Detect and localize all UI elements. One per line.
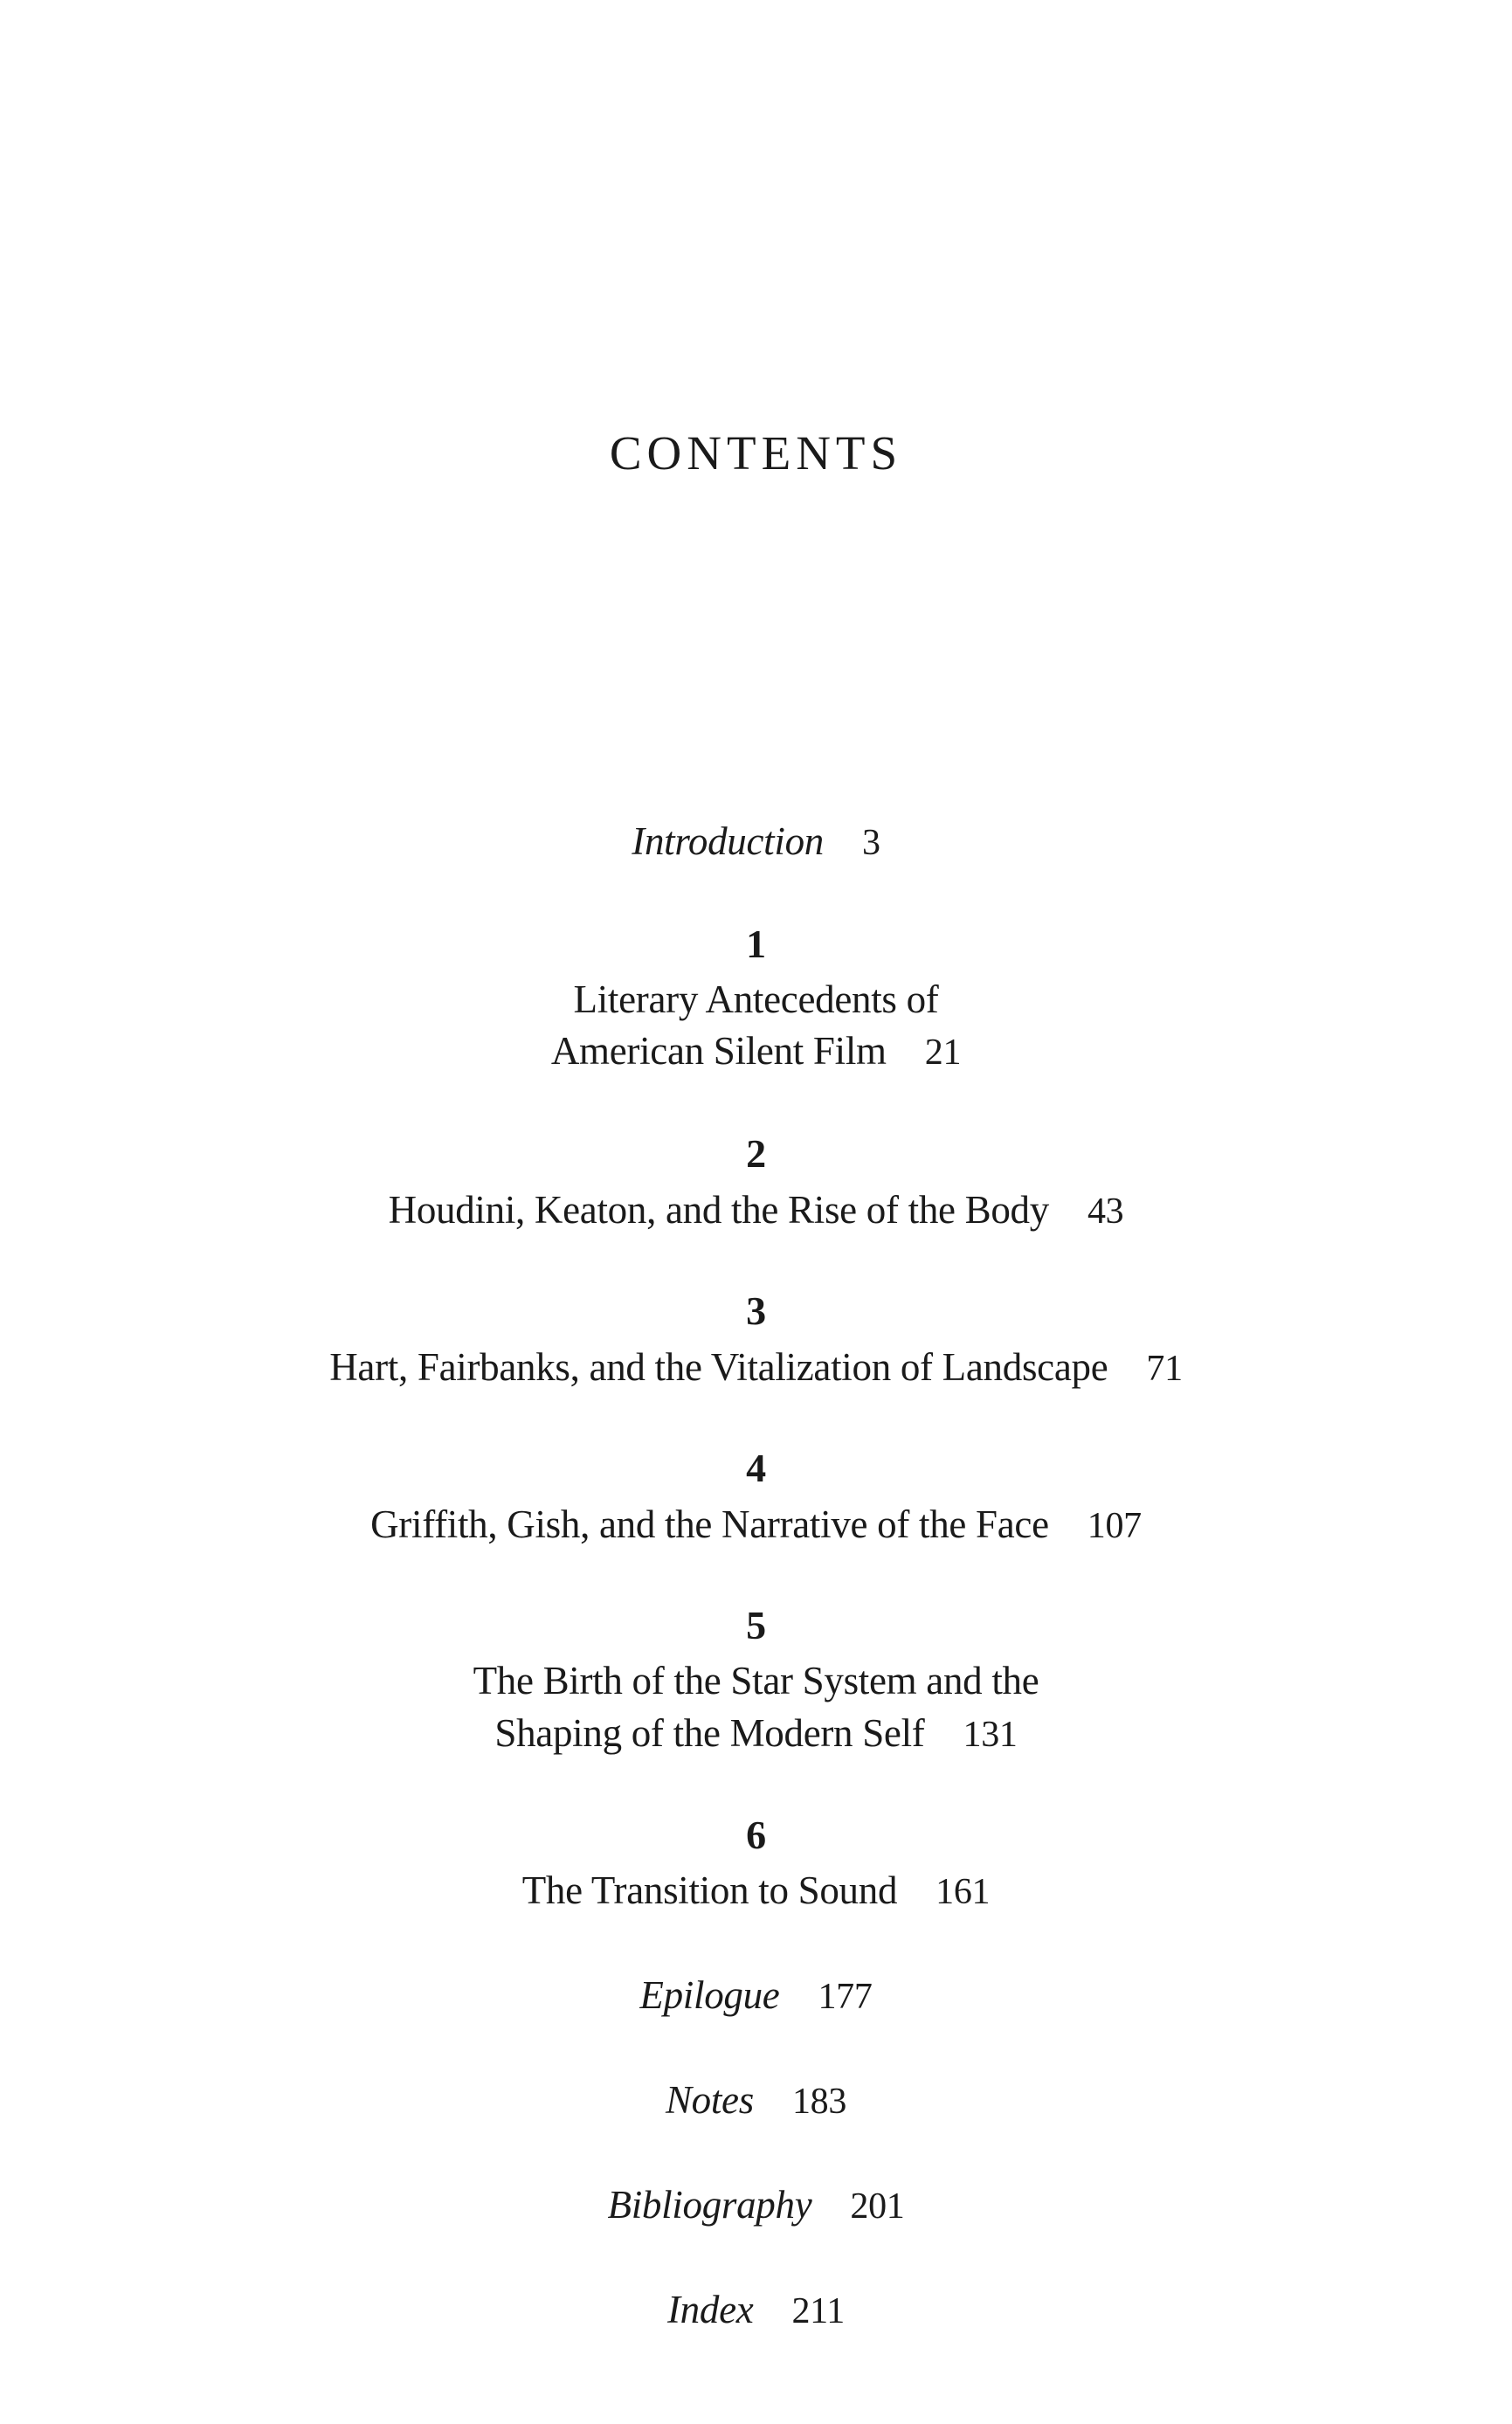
page-title: CONTENTS bbox=[609, 426, 903, 480]
toc-entry-title: Hart, Fairbanks, and the Vitalization of Landscape bbox=[329, 1345, 1108, 1389]
toc-entry-chapter-1-line-1[interactable]: Literary Antecedents of bbox=[573, 977, 939, 1021]
chapter-number: 5 bbox=[746, 1603, 766, 1647]
toc-entry-page: 3 bbox=[862, 823, 880, 863]
toc-entry-chapter-1-line-2[interactable] bbox=[0, 1026, 1512, 1078]
toc-entry-index[interactable] bbox=[0, 2284, 1512, 2337]
toc-entry-chapter-6[interactable] bbox=[0, 1865, 1512, 1917]
toc-entry-title: Shaping of the Modern Self bbox=[494, 1711, 925, 1755]
toc-entry-title: Index bbox=[667, 2288, 754, 2331]
toc-entry-title: American Silent Film bbox=[550, 1029, 887, 1073]
chapter-number: 3 bbox=[746, 1288, 766, 1333]
toc-entry-page: 71 bbox=[1146, 1349, 1183, 1389]
chapter-number: 6 bbox=[746, 1813, 766, 1857]
toc-entry-page: 183 bbox=[791, 2082, 847, 2122]
toc-entry-chapter-4[interactable] bbox=[0, 1499, 1512, 1551]
toc-entry-page: 21 bbox=[924, 1032, 962, 1073]
toc-entry-page: 211 bbox=[791, 2291, 845, 2331]
toc-entry-title: Notes bbox=[665, 2078, 754, 2122]
toc-entry-chapter-5-line-2[interactable] bbox=[0, 1708, 1512, 1760]
toc-entry-title: Bibliography bbox=[607, 2183, 812, 2227]
toc-entry-title: Griffith, Gish, and the Narrative of the Face bbox=[370, 1502, 1049, 1546]
toc-entry-chapter-2[interactable] bbox=[0, 1184, 1512, 1237]
toc-entry-page: 131 bbox=[963, 1715, 1018, 1755]
toc-entry-chapter-3[interactable] bbox=[0, 1342, 1512, 1394]
toc-entry-page: 177 bbox=[818, 1977, 873, 2017]
toc-entry-page: 201 bbox=[850, 2186, 905, 2227]
toc-entry-page: 43 bbox=[1087, 1191, 1124, 1232]
chapter-number: 2 bbox=[746, 1131, 766, 1176]
toc-entry-title: Epilogue bbox=[639, 1973, 780, 2017]
toc-entry-chapter-5-line-1[interactable]: The Birth of the Star System and the bbox=[473, 1659, 1039, 1702]
toc-entry-bibliography[interactable] bbox=[0, 2179, 1512, 2232]
toc-entry-page: 161 bbox=[936, 1872, 991, 1912]
toc-entry-epilogue[interactable] bbox=[0, 1970, 1512, 2022]
toc-entry-notes[interactable] bbox=[0, 2075, 1512, 2127]
toc-entry-title: The Transition to Sound bbox=[521, 1868, 898, 1912]
toc-entry-introduction[interactable] bbox=[0, 816, 1512, 868]
chapter-number: 4 bbox=[746, 1446, 766, 1490]
chapter-number: 1 bbox=[746, 922, 766, 966]
toc-entry-page: 107 bbox=[1087, 1506, 1142, 1546]
toc-entry-title: Introduction bbox=[632, 819, 824, 863]
toc-entry-title: Houdini, Keaton, and the Rise of the Body bbox=[388, 1188, 1049, 1232]
